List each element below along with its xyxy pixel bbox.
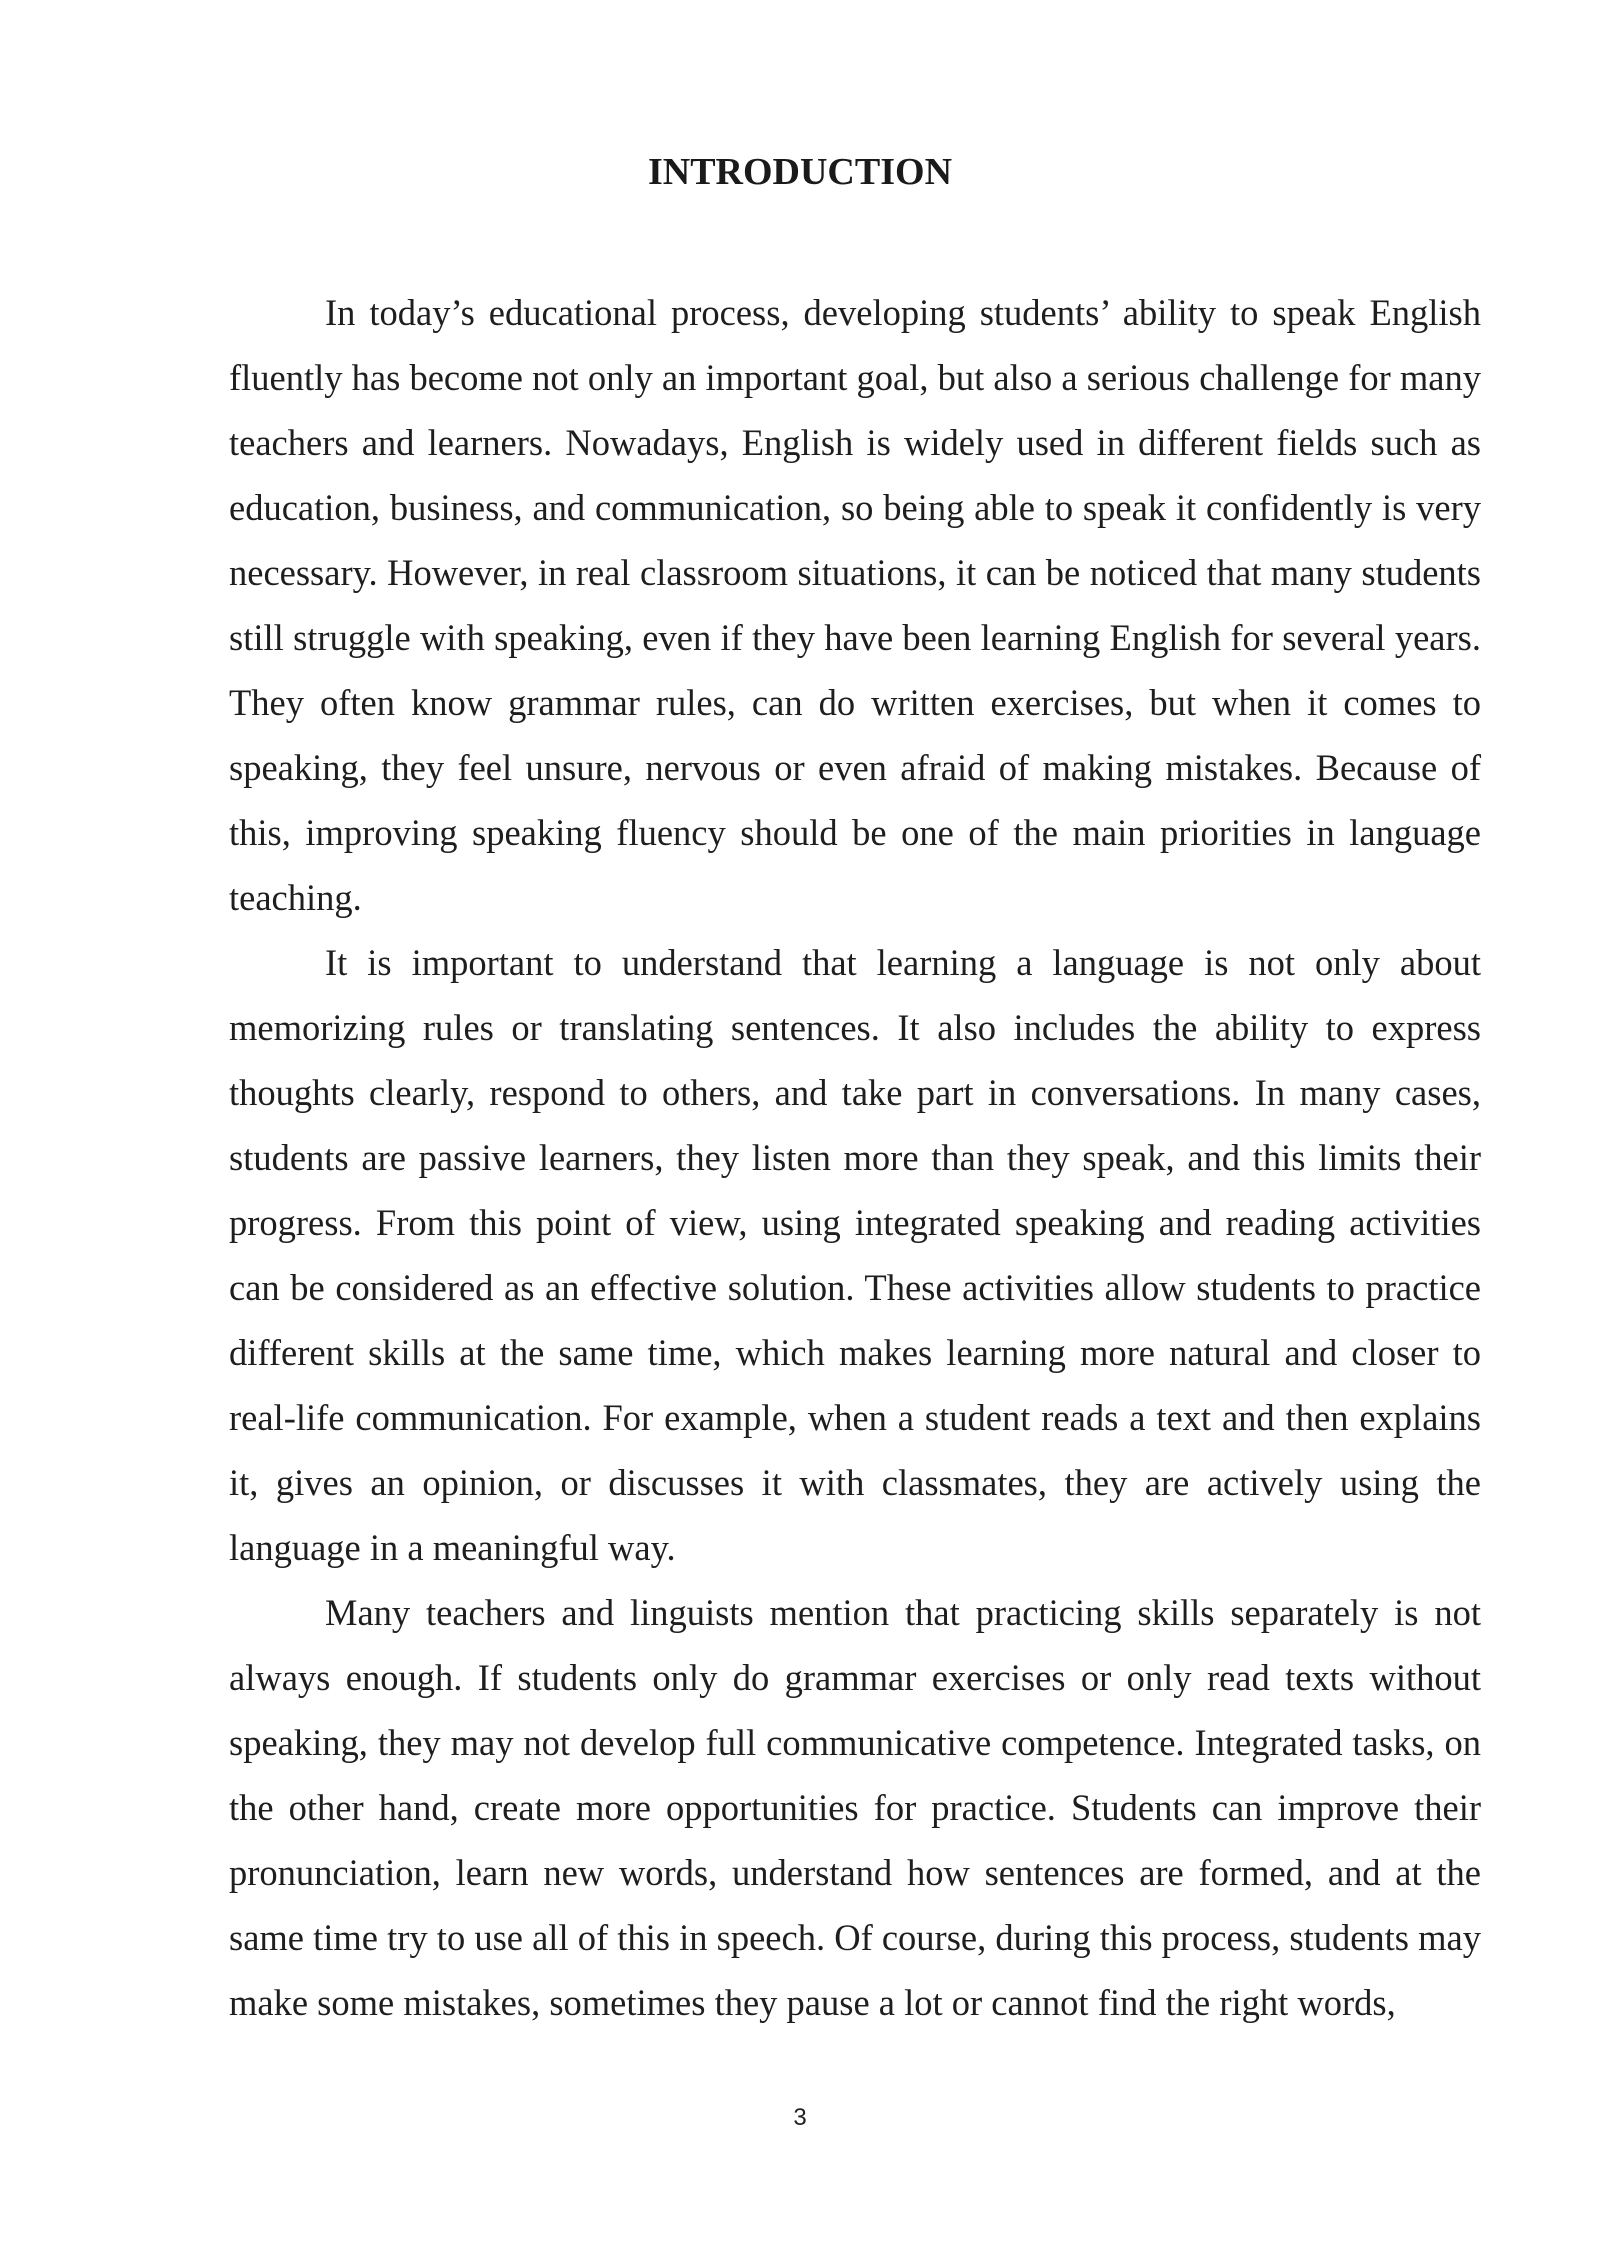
paragraph-2: It is important to understand that learning a language is not only about memorizing rules or translating sentences. It also includes the ability to express thoughts clearly, respond to others, and take part in conversations. In many cases, students are passive learners, they listen more than they speak, and this limits their progress. From this point of view, using integrated speaking and reading activities can be considered as an effective solution. These activities allow students to practice different skills at the same time, which makes learning more natural and closer to real-life communication. For example, when a student reads a text and then explains it, gives an opinion, or discusses it with classmates, they are actively using the language in a meaningful way. (229, 942, 1481, 1568)
body-text (229, 280, 1481, 2035)
paragraph-3: Many teachers and linguists mention that practicing skills separately is not always enough. If students only do grammar exercises or only read texts without speaking, they may not develop full communicative competence. Integrated tasks, on the other hand, create more opportunities for practice. Students can improve their pronunciation, learn new words, understand how sentences are formed, and at the same time try to use all of this in speech. Of course, during this process, students may make some mistakes, sometimes they pause a lot or cannot find the right words, (229, 1592, 1481, 2023)
paragraph-1: In today’s educational process, developing students’ ability to speak English fluently has become not only an important goal, but also a serious challenge for many teachers and learners. Nowadays, English is widely used in different fields such as education, business, and communication, so being able to speak it confidently is very necessary. However, in real classroom situations, it can be noticed that many students still struggle with speaking, even if they have been learning English for several years. They often know grammar rules, can do written exercises, but when it comes to speaking, they feel unsure, nervous or even afraid of making mistakes. Because of this, improving speaking fluency should be one of the main priorities in language teaching. (229, 292, 1481, 918)
page-heading: INTRODUCTION (647, 151, 953, 193)
page-number: 3 (793, 2104, 807, 2131)
